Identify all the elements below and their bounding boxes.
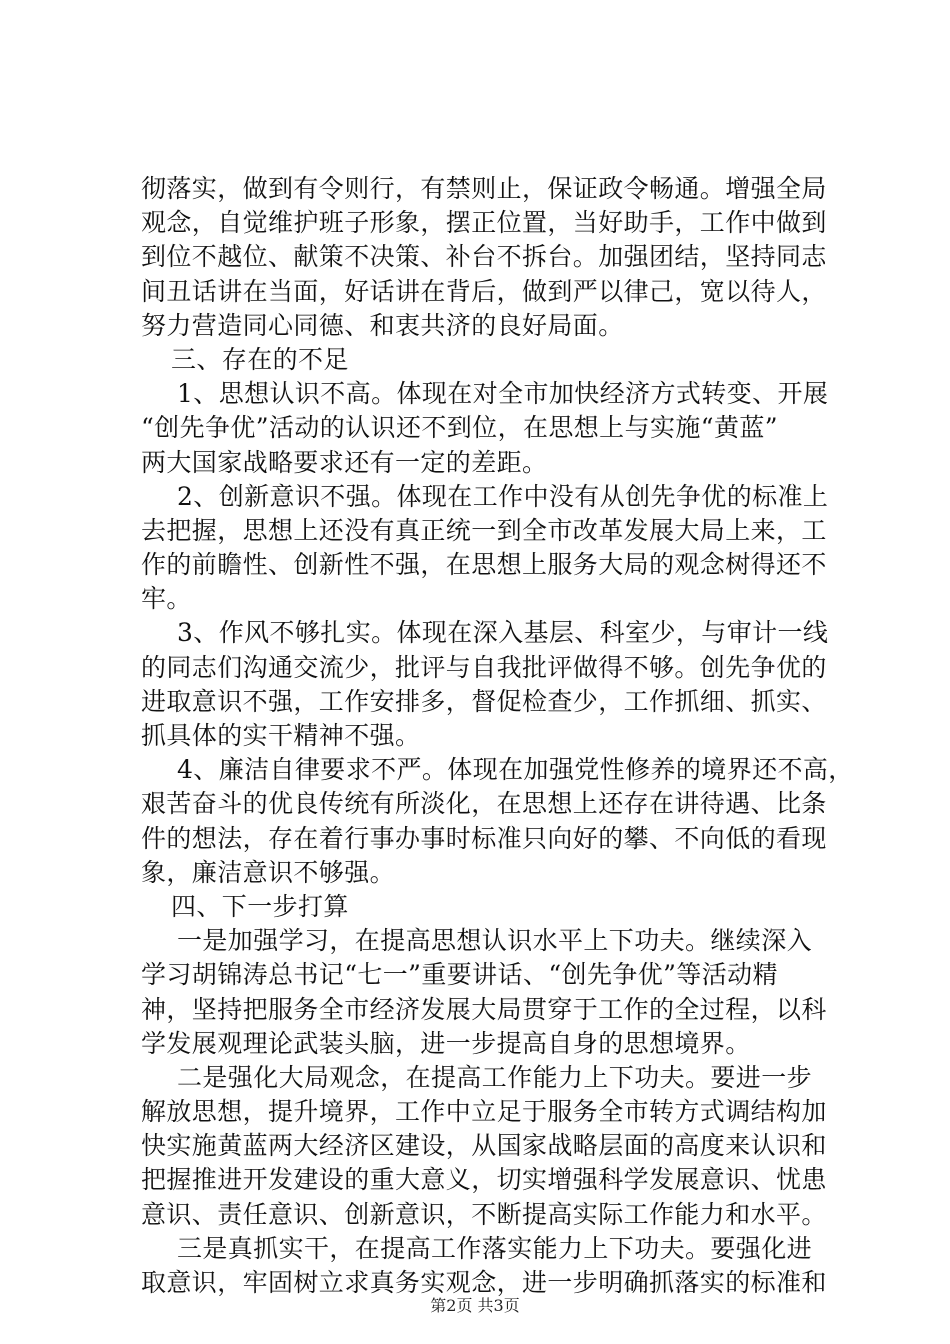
text-line: 学习胡锦涛总书记“七一”重要讲话、“创先争优”等活动精	[141, 960, 778, 990]
text-line: 意识、责任意识、创新意识，不断提高实际工作能力和水平。	[141, 1199, 827, 1229]
body-text	[141, 172, 854, 1300]
text-line: 1、思想认识不高。体现在对全市加快经济方式转变、开展	[177, 379, 829, 409]
text-line: 象，廉洁意识不够强。	[141, 857, 396, 887]
text-line: 的同志们沟通交流少，批评与自我批评做得不够。创先争优的	[141, 652, 827, 682]
text-line: 彻落实，做到有令则行，有禁则止，保证政令畅通。增强全局	[141, 174, 827, 203]
text-line: 取意识，牢固树立求真务实观念，进一步明确抓落实的标准和	[141, 1268, 827, 1297]
text-line: 抓具体的实干精神不强。	[141, 721, 421, 750]
text-line: “创先争优”活动的认识还不到位，在思想上与实施“黄蓝”	[141, 413, 778, 443]
text-line: 去把握，思想上还没有真正统一到全市改革发展大局上来，工	[141, 515, 827, 545]
text-line: 3、作风不够扎实。体现在深入基层、科室少，与审计一线	[177, 618, 829, 648]
text-line: 把握推进开发建设的重大意义，切实增强科学发展意识、忧患	[141, 1165, 827, 1195]
text-line: 进取意识不强，工作安排多，督促检查少，工作抓细、抓实、	[141, 686, 827, 716]
text-line: 解放思想，提升境界，工作中立足于服务全市转方式调结构加	[141, 1097, 827, 1127]
text-line: 4、廉洁自律要求不严。体现在加强党性修养的境界还不高，	[177, 755, 854, 785]
text-line: 二是强化大局观念，在提高工作能力上下功夫。要进一步	[177, 1062, 813, 1092]
text-line: 快实施黄蓝两大经济区建设，从国家战略层面的高度来认识和	[141, 1131, 827, 1161]
text-line: 2、创新意识不强。体现在工作中没有从创先争优的标准上	[177, 481, 829, 511]
section-heading-next-steps: 四、下一步打算	[171, 891, 349, 921]
text-line: 件的想法，存在着行事办事时标准只向好的攀、不向低的看现	[141, 823, 827, 853]
text-line: 作的前瞻性、创新性不强，在思想上服务大局的观念树得还不	[141, 550, 827, 580]
text-line: 神，坚持把服务全市经济发展大局贯穿于工作的全过程，以科	[141, 994, 827, 1024]
section-heading-shortcomings: 三、存在的不足	[171, 344, 349, 374]
text-line: 艰苦奋斗的优良传统有所淡化，在思想上还存在讲待遇、比条	[141, 789, 827, 819]
text-line: 间丑话讲在当面，好话讲在背后，做到严以律己，宽以待人，	[141, 276, 827, 306]
text-line: 努力营造同心同德、和衷共济的良好局面。	[141, 310, 624, 340]
text-line: 观念，自觉维护班子形象，摆正位置，当好助手，工作中做到	[141, 208, 827, 238]
text-line: 三是真抓实干，在提高工作落实能力上下功夫。要强化进	[177, 1233, 813, 1263]
text-line: 牢。	[141, 584, 192, 614]
text-line: 两大国家战略要求还有一定的差距。	[141, 447, 548, 477]
text-line: 到位不越位、献策不决策、补台不拆台。加强团结，坚持同志	[141, 242, 827, 272]
page-number-footer: 第2页 共3页	[430, 1296, 520, 1315]
text-line: 一是加强学习，在提高思想认识水平上下功夫。继续深入	[177, 926, 813, 956]
text-line: 学发展观理论武装头脑，进一步提高自身的思想境界。	[141, 1028, 751, 1058]
